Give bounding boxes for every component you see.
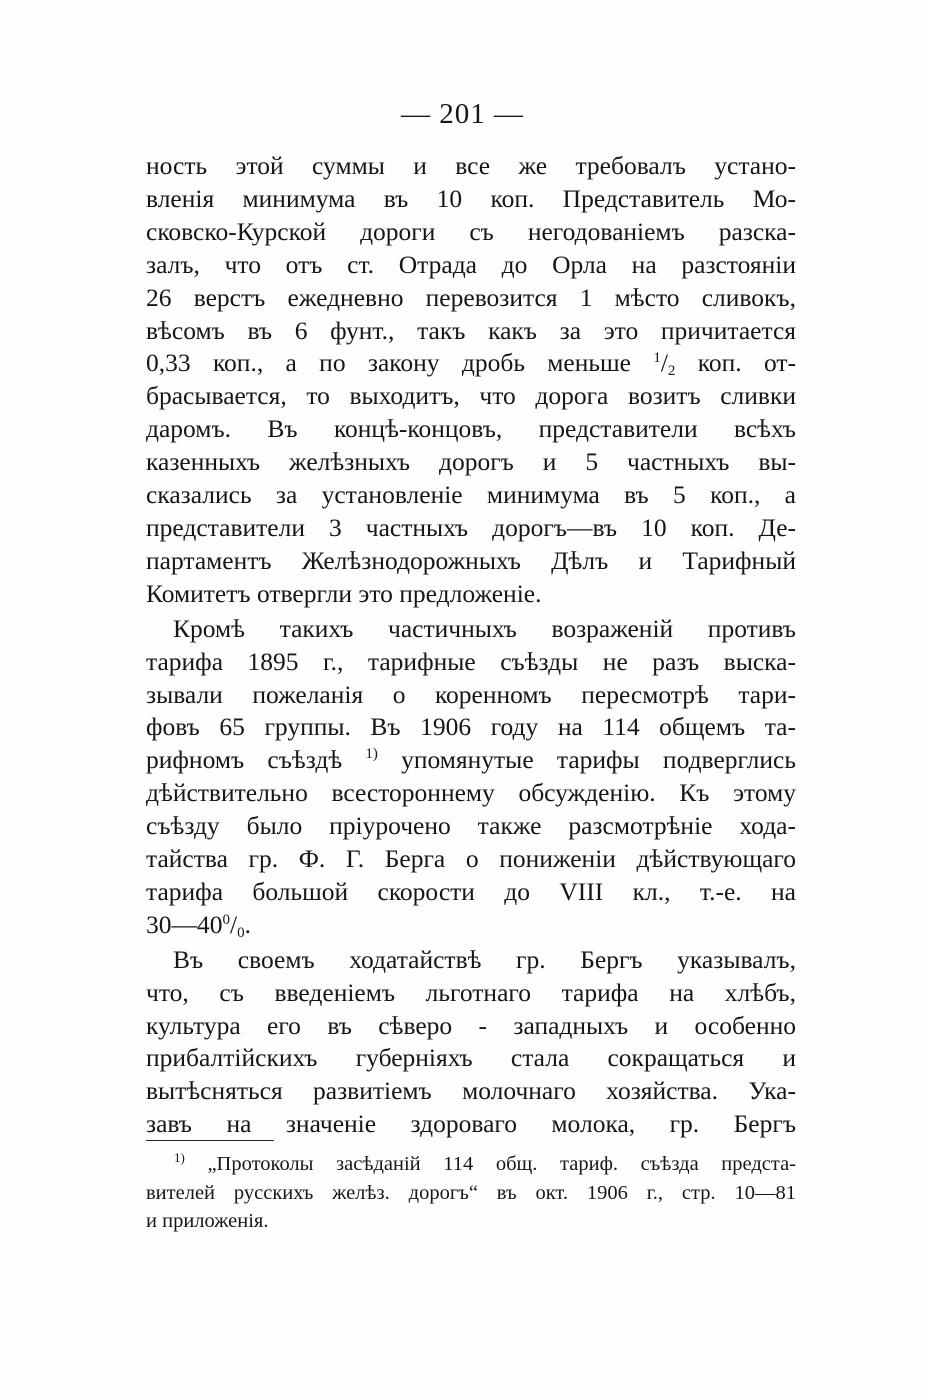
text-line: тарифа большой скорости до VIII кл., т.-е. на — [146, 876, 796, 906]
footnote-line — [146, 1150, 796, 1179]
text-line: брасывается, то выходитъ, что дорога возитъ сливки — [146, 381, 796, 411]
footnote-reference: 1) — [365, 746, 378, 763]
percent-slash: / — [230, 909, 238, 939]
text-line: вѣсомъ въ 6 фунт., такъ какъ за это причитается — [146, 315, 796, 345]
footnote-divider — [146, 1140, 274, 1141]
text-fragment: 0,33 коп., а по закону дробь меньше — [146, 348, 654, 378]
text-line: съѣзду было пріурочено также разсмотрѣніе хода- — [146, 811, 796, 841]
text-line: даромъ. Въ концѣ-концовъ, представители всѣхъ — [146, 414, 796, 444]
text-line-footnote-ref — [146, 744, 796, 777]
text-line: завъ на значеніе здороваго молока, гр. Бергъ — [146, 1109, 796, 1139]
footnote — [146, 1150, 796, 1236]
paragraph-3 — [146, 944, 796, 1141]
text-line: что, съ введеніемъ льготнаго тарифа на хлѣбъ, — [146, 977, 796, 1007]
text-line: тайства гр. Ф. Г. Берга о пониженіи дѣйствующаго — [146, 844, 796, 874]
text-line: сковско-Курской дороги съ негодованіемъ разска- — [146, 216, 796, 246]
paragraph-1 — [146, 150, 796, 611]
fraction-denominator: 2 — [667, 363, 676, 380]
footnote-marker: 1) — [174, 1150, 185, 1165]
percent-top: 0 — [222, 911, 230, 928]
text-line-percent — [146, 909, 796, 942]
text-fragment: 30—40 — [146, 909, 223, 939]
text-line-fraction — [146, 347, 796, 380]
text-line: залъ, что отъ ст. Отрада до Орла на разстояніи — [146, 249, 796, 279]
text-line: представители 3 частныхъ дорогъ—въ 10 коп. Де- — [146, 512, 796, 542]
text-line: Комитетъ отвергли это предложеніе. — [146, 578, 542, 608]
text-line: тарифа 1895 г., тарифные съѣзды не разъ выска- — [146, 646, 796, 676]
text-line: 26 верстъ ежедневно перевозится 1 мѣсто сливокъ, — [146, 282, 796, 312]
text-line: казенныхъ желѣзныхъ дорогъ и 5 частныхъ вы- — [146, 447, 796, 477]
text-line: Въ своемъ ходатайствѣ гр. Бергъ указывалъ, — [173, 944, 796, 974]
percent-bottom: 0 — [237, 924, 245, 941]
text-line: вленія минимума въ 10 коп. Представитель Мо- — [146, 183, 796, 213]
fraction-slash: / — [660, 348, 668, 378]
fraction-numerator: 1 — [653, 350, 661, 367]
fraction-one-half — [653, 348, 676, 380]
text-line: ность этой суммы и все же требовалъ устано- — [146, 151, 796, 180]
text-line: дѣйствительно всестороннему обсужденію. Къ этому — [146, 778, 796, 808]
body-text — [146, 150, 796, 1141]
text-line: партаментъ Желѣзнодорожныхъ Дѣлъ и Тарифный — [146, 545, 796, 575]
text-fragment: „Протоколы засѣданій 114 общ. тариф. съѣзда предста- — [184, 1153, 796, 1175]
text-fragment: коп. от- — [675, 348, 796, 378]
text-line: прибалтійскихъ губерніяхъ стала сокращаться и — [146, 1043, 796, 1073]
footnote-line: вителей русскихъ желѣз. дорогъ“ въ окт. 1906 г., стр. 10—81 — [146, 1181, 796, 1204]
paragraph-2 — [146, 613, 796, 942]
percent-sign — [223, 910, 245, 939]
text-fragment: . — [244, 909, 251, 939]
text-line: вытѣсняться развитіемъ молочнаго хозяйства. Ука- — [146, 1076, 796, 1106]
page-number: — 201 — — [401, 98, 524, 130]
text-line: культура его въ сѣверо - западныхъ и особенно — [146, 1010, 796, 1040]
text-fragment: рифномъ съѣздѣ — [146, 745, 366, 775]
text-fragment: упомянутые тарифы подверглись — [377, 745, 796, 775]
text-line: зывали пожеланія о коренномъ пересмотрѣ тари- — [146, 679, 796, 709]
text-line: фовъ 65 группы. Въ 1906 году на 114 общемъ та- — [146, 712, 796, 742]
footnote-line: и приложенія. — [146, 1210, 269, 1232]
text-line: сказались за установленіе минимума въ 5 коп., а — [146, 480, 796, 510]
text-line: Кромѣ такихъ частичныхъ возраженій противъ — [173, 613, 796, 643]
